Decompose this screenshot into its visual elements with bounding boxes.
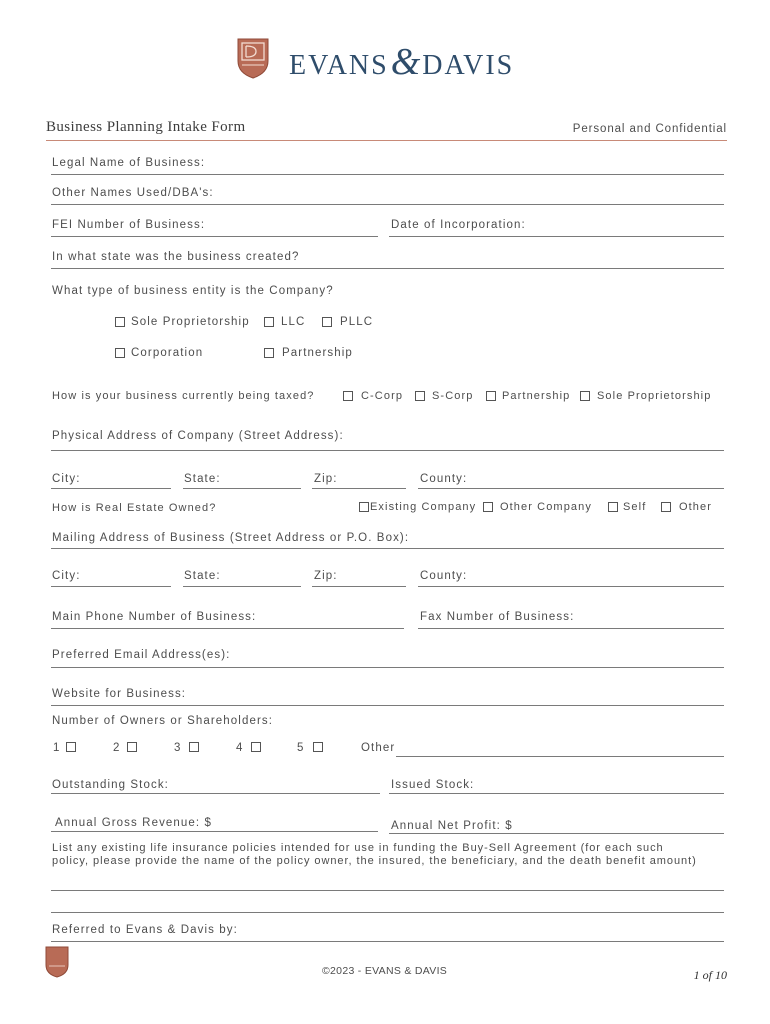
- checkbox-owners-5[interactable]: [313, 742, 323, 752]
- checkbox-other-real-estate[interactable]: [661, 502, 671, 512]
- checkbox-c-corp[interactable]: [343, 391, 353, 401]
- checkbox-pllc[interactable]: [322, 317, 332, 327]
- owner-option-2: 2: [113, 742, 121, 754]
- owners-other-label: Other: [361, 742, 396, 754]
- checkbox-sole-proprietorship[interactable]: [115, 317, 125, 327]
- option-partnership-entity: Partnership: [282, 347, 353, 359]
- net-profit-field[interactable]: [389, 833, 724, 834]
- issued-stock-label: Issued Stock:: [391, 779, 475, 791]
- email-label: Preferred Email Address(es):: [52, 649, 231, 661]
- county-field[interactable]: [418, 488, 724, 489]
- brand-name: [289, 40, 515, 83]
- option-sole-proprietorship: Sole Proprietorship: [131, 316, 250, 328]
- county-label: County:: [420, 473, 468, 485]
- option-other-company: Other Company: [500, 501, 592, 513]
- mailing-county-label: County:: [420, 570, 468, 582]
- state-created-field[interactable]: [51, 268, 724, 269]
- referred-by-field[interactable]: [51, 941, 724, 942]
- confidential-label: Personal and Confidential: [572, 123, 727, 135]
- logo-shield-icon: [236, 37, 270, 79]
- checkbox-s-corp[interactable]: [415, 391, 425, 401]
- city-label: City:: [52, 473, 81, 485]
- date-incorporation-field[interactable]: [389, 236, 724, 237]
- option-llc: LLC: [281, 316, 306, 328]
- fei-number-field[interactable]: [51, 236, 378, 237]
- other-names-field[interactable]: [51, 204, 724, 205]
- footer-logo-icon: [45, 946, 69, 978]
- entity-type-question: What type of business entity is the Company?: [52, 285, 334, 297]
- fax-number-field[interactable]: [418, 628, 724, 629]
- option-sole-proprietorship-tax: Sole Proprietorship: [597, 390, 712, 402]
- header-divider: [46, 140, 727, 141]
- brand-davis: DAVIS: [422, 50, 515, 81]
- checkbox-existing-company[interactable]: [359, 502, 369, 512]
- mailing-zip-field[interactable]: [312, 586, 406, 587]
- outstanding-stock-field[interactable]: [51, 793, 380, 794]
- owner-option-4: 4: [236, 742, 244, 754]
- checkbox-owners-4[interactable]: [251, 742, 261, 752]
- zip-field[interactable]: [312, 488, 406, 489]
- website-field[interactable]: [51, 705, 724, 706]
- checkbox-owners-3[interactable]: [189, 742, 199, 752]
- checkbox-partnership-tax[interactable]: [486, 391, 496, 401]
- checkbox-corporation[interactable]: [115, 348, 125, 358]
- insurance-instructions-line1: List any existing life insurance policies intended for use in funding the Buy-Sell Agreement (for each such: [52, 842, 664, 854]
- real-estate-question: How is Real Estate Owned?: [52, 502, 217, 514]
- owners-question: Number of Owners or Shareholders:: [52, 715, 274, 727]
- option-other-real-estate: Other: [679, 501, 713, 513]
- checkbox-other-company[interactable]: [483, 502, 493, 512]
- city-field[interactable]: [51, 488, 171, 489]
- option-corporation: Corporation: [131, 347, 204, 359]
- checkbox-llc[interactable]: [264, 317, 274, 327]
- insurance-instructions-line2: policy, please provide the name of the policy owner, the insured, the beneficiary, and the death benefit amount): [52, 855, 697, 867]
- brand-ampersand: &: [390, 41, 421, 83]
- owners-other-field[interactable]: [396, 756, 724, 757]
- option-c-corp: C-Corp: [361, 390, 404, 402]
- referred-by-label: Referred to Evans & Davis by:: [52, 924, 238, 936]
- option-pllc: PLLC: [340, 316, 374, 328]
- page-number: 1 of 10: [693, 968, 727, 982]
- legal-name-field[interactable]: [51, 174, 724, 175]
- fei-number-label: FEI Number of Business:: [52, 219, 206, 231]
- owner-option-1: 1: [53, 742, 61, 754]
- outstanding-stock-label: Outstanding Stock:: [52, 779, 169, 791]
- option-self: Self: [623, 501, 647, 513]
- option-partnership-tax: Partnership: [502, 390, 571, 402]
- legal-name-label: Legal Name of Business:: [52, 157, 206, 169]
- gross-revenue-label: Annual Gross Revenue: $: [55, 817, 212, 829]
- mailing-zip-label: Zip:: [314, 570, 338, 582]
- checkbox-sole-proprietorship-tax[interactable]: [580, 391, 590, 401]
- zip-label: Zip:: [314, 473, 338, 485]
- checkbox-self[interactable]: [608, 502, 618, 512]
- taxed-question: How is your business currently being taxed?: [52, 390, 315, 402]
- physical-address-label: Physical Address of Company (Street Address):: [52, 430, 344, 442]
- insurance-field-line1[interactable]: [51, 890, 724, 891]
- form-title: Business Planning Intake Form: [46, 119, 246, 135]
- footer-copyright: ©2023 - EVANS & DAVIS: [322, 965, 448, 977]
- owner-option-5: 5: [297, 742, 305, 754]
- mailing-city-field[interactable]: [51, 586, 171, 587]
- state-label: State:: [184, 473, 221, 485]
- option-s-corp: S-Corp: [432, 390, 474, 402]
- main-phone-field[interactable]: [51, 628, 404, 629]
- brand-evans: EVANS: [289, 50, 389, 81]
- gross-revenue-field[interactable]: [51, 831, 378, 832]
- mailing-city-label: City:: [52, 570, 81, 582]
- physical-address-field[interactable]: [51, 450, 724, 451]
- mailing-address-label: Mailing Address of Business (Street Address or P.O. Box):: [52, 532, 410, 544]
- checkbox-owners-2[interactable]: [127, 742, 137, 752]
- owner-option-3: 3: [174, 742, 182, 754]
- website-label: Website for Business:: [52, 688, 187, 700]
- other-names-label: Other Names Used/DBA's:: [52, 187, 214, 199]
- email-field[interactable]: [51, 667, 724, 668]
- issued-stock-field[interactable]: [389, 793, 724, 794]
- mailing-address-field[interactable]: [51, 548, 724, 549]
- mailing-county-field[interactable]: [418, 586, 724, 587]
- state-field[interactable]: [183, 488, 301, 489]
- checkbox-partnership-entity[interactable]: [264, 348, 274, 358]
- mailing-state-label: State:: [184, 570, 221, 582]
- insurance-field-line2[interactable]: [51, 912, 724, 913]
- date-incorporation-label: Date of Incorporation:: [391, 219, 526, 231]
- option-existing-company: Existing Company: [370, 501, 477, 513]
- fax-number-label: Fax Number of Business:: [420, 611, 575, 623]
- main-phone-label: Main Phone Number of Business:: [52, 611, 257, 623]
- mailing-state-field[interactable]: [183, 586, 301, 587]
- net-profit-label: Annual Net Profit: $: [391, 820, 513, 832]
- checkbox-owners-1[interactable]: [66, 742, 76, 752]
- state-created-label: In what state was the business created?: [52, 251, 300, 263]
